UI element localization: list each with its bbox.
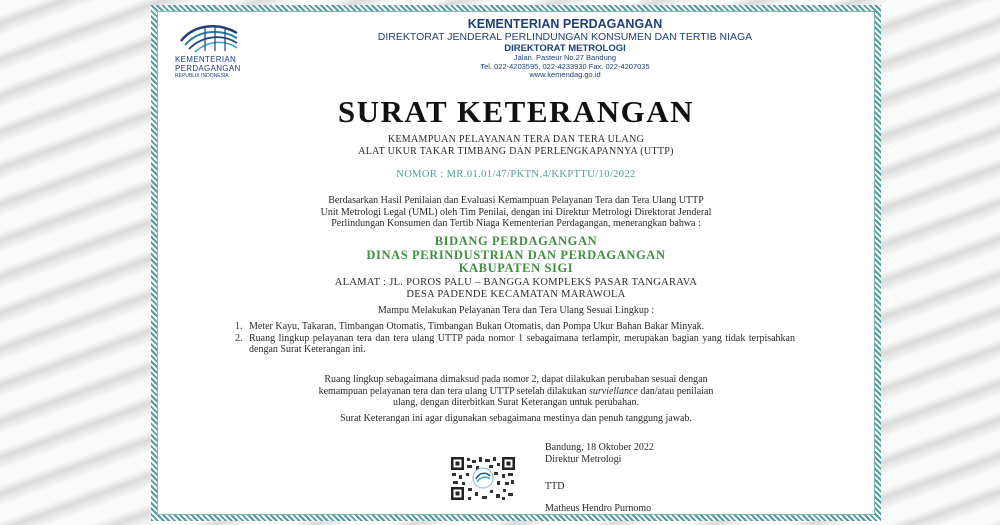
list-item-number: 2.: [235, 333, 243, 345]
directorate-name: DIREKTORAT METROLOGI: [504, 43, 626, 54]
logo-text-line1: KEMENTERIAN: [175, 55, 237, 64]
place-date: Bandung, 18 Oktober 2022: [545, 442, 654, 453]
closing-statement: Surat Keterangan ini agar digunakan sebagaimana mestinya dan penuh tanggung jawab.: [340, 413, 692, 424]
document-number: NOMOR : MR.01.01/47/PKTN.4/KKPTTU/10/2022: [396, 169, 636, 180]
org-line1: BIDANG PERDAGANGAN: [434, 234, 598, 248]
list-item-text: Ruang lingkup pelayanan tera dan tera ulang UTTP pada nomor 1 sebagaimana terlampir, merupakan bagian yang tidak terpisahkan dengan Surat Keterangan ini.: [249, 333, 795, 356]
intro-paragraph: [157, 195, 875, 230]
organization-address: [157, 277, 875, 301]
org-line3: KABUPATEN SIGI: [458, 261, 574, 275]
note-line2: [227, 386, 805, 398]
intro-line1: Berdasarkan Hasil Penilaian dan Evaluasi Kemampuan Pelayanan Tera dan Tera Ulang UTTP: [328, 195, 704, 206]
subtitle-line2: ALAT UKUR TAKAR TIMBANG DAN PERLENGKAPANNYA (UTTP): [358, 146, 674, 157]
directorate-general: DIREKTORAT JENDERAL PERLINDUNGAN KONSUMEN DAN TERTIB NIAGA: [377, 31, 753, 43]
certificate-sheet: [151, 5, 881, 521]
ministry-emblem-icon: [175, 21, 245, 55]
org-line2: DINAS PERINDUSTRIAN DAN PERDAGANGAN: [366, 247, 666, 262]
note-line2-start: kemampuan pelayanan tera dan tera ulang UTTP setelah dilakukan: [318, 385, 589, 397]
letterhead: [267, 17, 863, 80]
ministry-logo: [175, 21, 265, 79]
address-line1: ALAMAT : JL. POROS PALU – BANGGA KOMPLEKS PASAR TANGARAVA: [334, 277, 698, 288]
note-line1: Ruang lingkup sebagaimana dimaksud pada nomor 2, dapat dilakukan perubahan sesuai dengan: [324, 374, 708, 385]
qr-code-icon: [450, 456, 516, 501]
note-paragraph: [157, 374, 875, 409]
intro-line3: Perlindungan Konsumen dan Tertib Niaga Kementerian Perdagangan, menerangkan bahwa :: [331, 218, 701, 229]
address-line2: DESA PADENDE KECAMATAN MARAWOLA: [406, 289, 626, 300]
logo-text-line2: PERDAGANGAN: [175, 64, 241, 73]
subtitle-line1: KEMAMPUAN PELAYANAN TERA DAN TERA ULANG: [387, 134, 645, 145]
letterhead-phone: Tel. 022-4203595, 022-4233930 Fax. 022-4207035: [480, 61, 650, 71]
ministry-name: KEMENTERIAN PERDAGANGAN: [467, 17, 663, 31]
organization-name: [157, 235, 875, 276]
intro-line2: Unit Metrologi Legal (UML) oleh Tim Penilai, dengan ini Direktur Metrologi Direktorat Jenderal: [320, 206, 712, 218]
letterhead-address: Jalan. Pasteur No.27 Bandung: [513, 53, 617, 62]
list-item-text: Meter Kayu, Takaran, Timbangan Otomatis, Timbangan Bukan Otomatis, dan Pompa Ukur Bahan Bakar Minyak.: [249, 321, 705, 332]
note-line3: ulang, dengan diterbitkan Surat Keterangan untuk perubahan.: [392, 397, 640, 408]
document-subtitle: [157, 134, 875, 158]
list-item: [235, 321, 795, 332]
signer-name: Matheus Hendro Purnomo: [545, 503, 652, 514]
list-item-number: 1.: [235, 321, 243, 332]
signer-position: Direktur Metrologi: [545, 453, 622, 465]
note-line2-italic: surviellance: [588, 385, 638, 397]
scope-list: [235, 321, 795, 357]
signature-block: [545, 442, 654, 465]
note-line2-end: dan/atau penilaian: [637, 385, 714, 397]
ttd-mark: TTD: [545, 481, 565, 492]
letterhead-website: www.kemendag.go.id: [529, 70, 601, 79]
scope-intro: Mampu Melakukan Pelayanan Tera dan Tera Ulang Sesuai Lingkup :: [377, 305, 655, 316]
list-item: [235, 333, 795, 355]
logo-text-line3: REPUBLIK INDONESIA: [175, 73, 229, 79]
document-title: SURAT KETERANGAN: [337, 94, 695, 129]
